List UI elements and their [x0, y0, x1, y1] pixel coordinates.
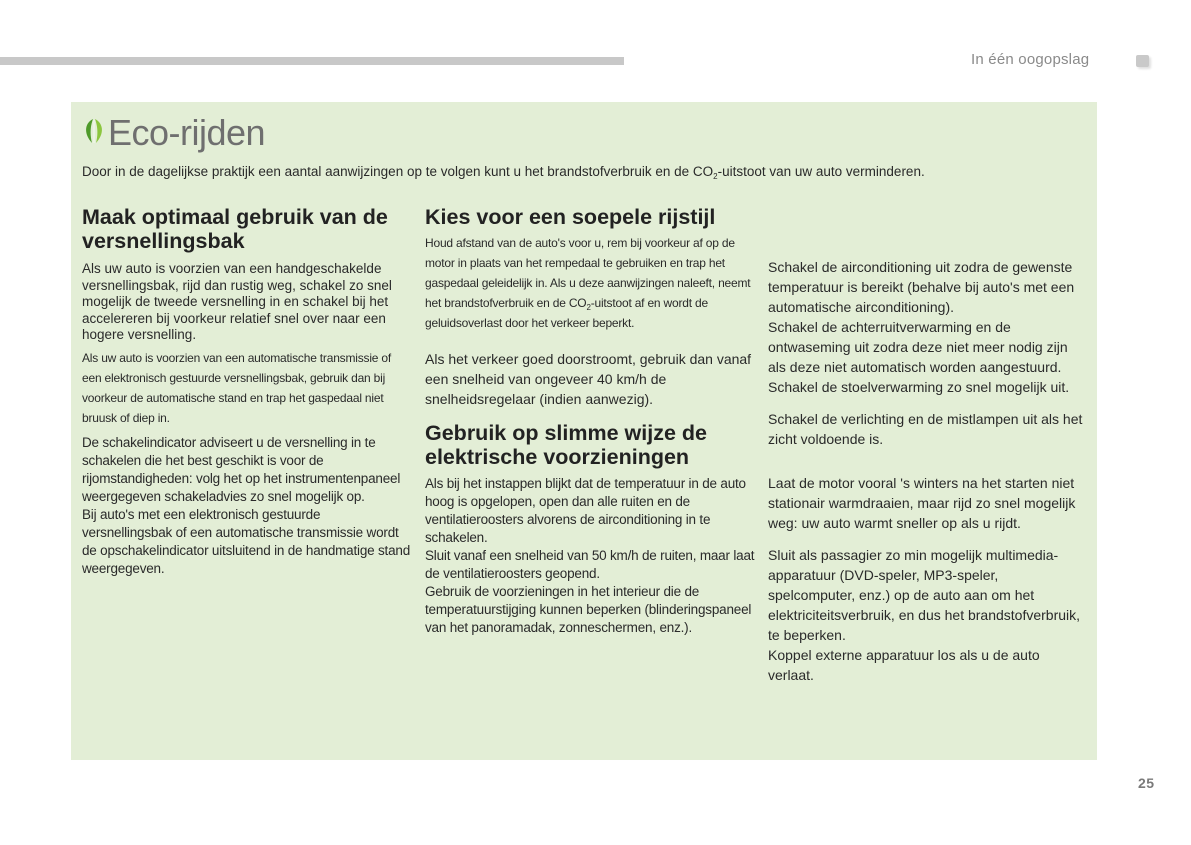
paragraph-multimedia: Sluit als passagier zo min mogelijk multimedia-apparatuur (DVD-speler, MP3-speler, spelcomputer, enz.) op de auto aan om het elektriciteitsverbruik, en dus het brandstofverbruik, te beperken.: [768, 547, 1081, 643]
paragraph-rear-defrost: Schakel de achterruitverwarming en de ontwaseming uit zodra deze niet meer nodig zijn als deze niet automatisch worden aangestuurd.: [768, 319, 1068, 375]
eco-leaf-icon: [82, 117, 106, 145]
page-title: Eco-rijden: [108, 112, 266, 153]
paragraph-close-windows: Sluit vanaf een snelheid van 50 km/h de ruiten, maar laat de ventilatieroosters geopend.: [425, 548, 755, 581]
paragraph-disconnect-devices: Koppel externe apparatuur los als u de auto verlaat.: [768, 647, 1040, 683]
paragraph-manual-gearbox: Als uw auto is voorzien van een handgeschakelde versnellingsbak, rijd dan rustig weg, schakel zo snel mogelijk de tweede versnelling in en schakel bij het accelereren bij voorkeur relatief snel over naar een hogere versnelling.: [82, 261, 392, 342]
paragraph-cruise-control: Als het verkeer goed doorstroomt, gebruik dan vanaf een snelheid van ongeveer 40 km/h de snelheidsregelaar (indien aanwezig).: [425, 351, 752, 407]
paragraph-upshift-indicator: Bij auto's met een elektronisch gestuurde versnellingsbak of een automatische transmissie wordt de opschakelindicator uitsluitend in de handmatige stand weergegeven.: [82, 506, 411, 576]
paragraph-seat-heating: Schakel de stoelverwarming zo snel mogelijk uit.: [768, 379, 1070, 395]
heading-electrical-equipment: Gebruik op slimme wijze de elektrische voorzieningen: [425, 421, 707, 469]
section-title: In één oogopslag: [971, 51, 1090, 68]
paragraph-automatic-gearbox: Als uw auto is voorzien van een automatische transmissie of een elektronisch gestuurde versnellingsbak, gebruik dan bij voorkeur de automatische stand en trap het gaspedaal niet bruusk of diep in.: [82, 350, 392, 425]
paragraph-lights: Schakel de verlichting en de mistlampen uit als het zicht voldoende is.: [768, 411, 1083, 447]
paragraph-interior-shades: Gebruik de voorzieningen in het interieur die de temperatuurstijging kunnen beperken (blinderingspaneel van het panoramadak, zonneschermen, enz.).: [425, 584, 752, 635]
column-electrical-tips: [768, 257, 1088, 685]
heading-driving-style: Kies voor een soepele rijstijl: [425, 205, 716, 229]
paragraph-air-conditioning: Schakel de airconditioning uit zodra de gewenste temperatuur is bereikt (behalve bij auto's met een automatische airconditioning).: [768, 259, 1075, 315]
page-number: 25: [1138, 775, 1155, 791]
paragraph-shift-indicator: De schakelindicator adviseert u de versnelling in te schakelen die het best geschikt is voor de rijomstandigheden: volg het op het instrumentenpaneel weergegeven schakeladvies zo snel mogelijk op.: [82, 434, 401, 504]
paragraph-open-windows: Als bij het instappen blijkt dat de temperatuur in de auto hoog is opgelopen, open dan alle ruiten en de ventilatieroosters alvorens de airconditioning in te schakelen.: [425, 476, 746, 545]
paragraph-engine-warmup: Laat de motor vooral 's winters na het starten niet stationair warmdraaien, maar rijd zo snel mogelijk weg: uw auto warmt sneller op als u rijdt.: [768, 475, 1076, 531]
column-gearbox: [82, 205, 412, 578]
header-rule: [0, 57, 624, 65]
heading-gearbox: Maak optimaal gebruik van de versnellingsbak: [82, 205, 388, 253]
paragraph-keep-distance: Houd afstand van de auto's voor u, rem bij voorkeur af op de motor in plaats van het rempedaal te gebruiken en trap het gaspedaal geleidelijk in. Als u deze aanwijzingen naleeft, neemt het brandstofverbruik en de $CO_2$-uitstoot af en wordt de geluidsoverlast door het verkeer beperkt.: [425, 236, 751, 330]
section-marker: [1136, 55, 1149, 67]
column-driving-style: [425, 205, 755, 637]
intro-text: Door in de dagelijkse praktijk een aantal aanwijzingen op te volgen kunt u het brandstofverbruik en de $CO_2$-uitstoot van uw auto verminderen.: [82, 164, 925, 181]
